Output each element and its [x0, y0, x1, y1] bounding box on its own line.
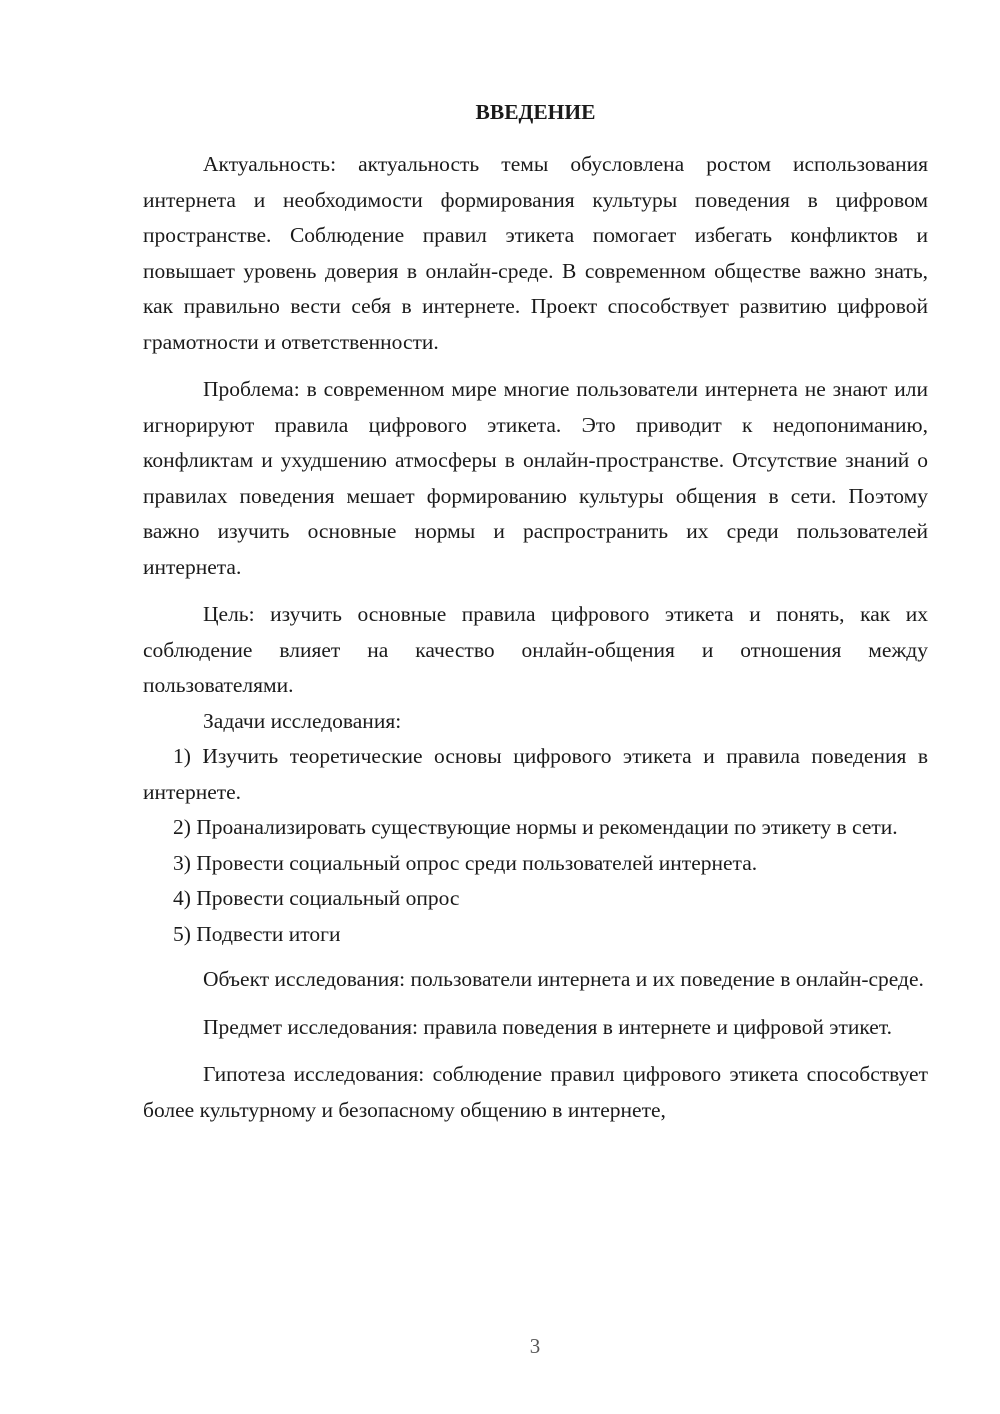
problem-paragraph: Проблема: в современном мире многие пользователи интернета не знают или игнорируют правила цифрового этикета. Это приводит к недопониманию, конфликтам и ухудшению атмосферы в онлайн-пространстве. Отсутствие знаний о правилах поведения мешает формированию культуры общения в сети. Поэтому важно изучить основные нормы и распространить их среди пользователей интернета. — [143, 377, 928, 579]
hypothesis-paragraph: Гипотеза исследования: соблюдение правил цифрового этикета способствует более культурному и безопасному общению в интернете, — [143, 1062, 928, 1122]
task-item-4: 4) Провести социальный опрос — [173, 886, 460, 910]
task-item-1: 1) Изучить теоретические основы цифрового этикета и правила поведения в интернете. — [143, 744, 928, 804]
tasks-heading: Задачи исследования: — [203, 708, 402, 733]
goal-paragraph: Цель: изучить основные правила цифрового этикета и понять, как их соблюдение влияет на качество онлайн-общения и отношения между пользователями. — [143, 602, 928, 697]
task-item-5: 5) Подвести итоги — [173, 921, 341, 946]
page-title: ВВЕДЕНИЕ — [475, 100, 596, 124]
task-item-3: 3) Провести социальный опрос среди пользователей интернета. — [173, 850, 758, 875]
page-number: 3 — [529, 1334, 541, 1358]
task-item-2: 2) Проанализировать существующие нормы и рекомендации по этикету в сети. — [173, 815, 898, 839]
object-paragraph: Объект исследования: пользователи интернета и их поведение в онлайн-среде. — [203, 967, 924, 991]
relevance-paragraph: Актуальность: актуальность темы обусловлена ростом использования интернета и необходимости формирования культуры поведения в цифровом пространстве. Соблюдение правил этикета помогает избегать конфликтов и повышает уровень доверия в онлайн-среде. В современном обществе важно знать, как правильно вести себя в интернете. Проект способствует развитию цифровой грамотности и ответственности. — [143, 152, 928, 354]
page-content — [143, 95, 928, 1128]
subject-paragraph: Предмет исследования: правила поведения в интернете и цифровой этикет. — [203, 1014, 893, 1039]
